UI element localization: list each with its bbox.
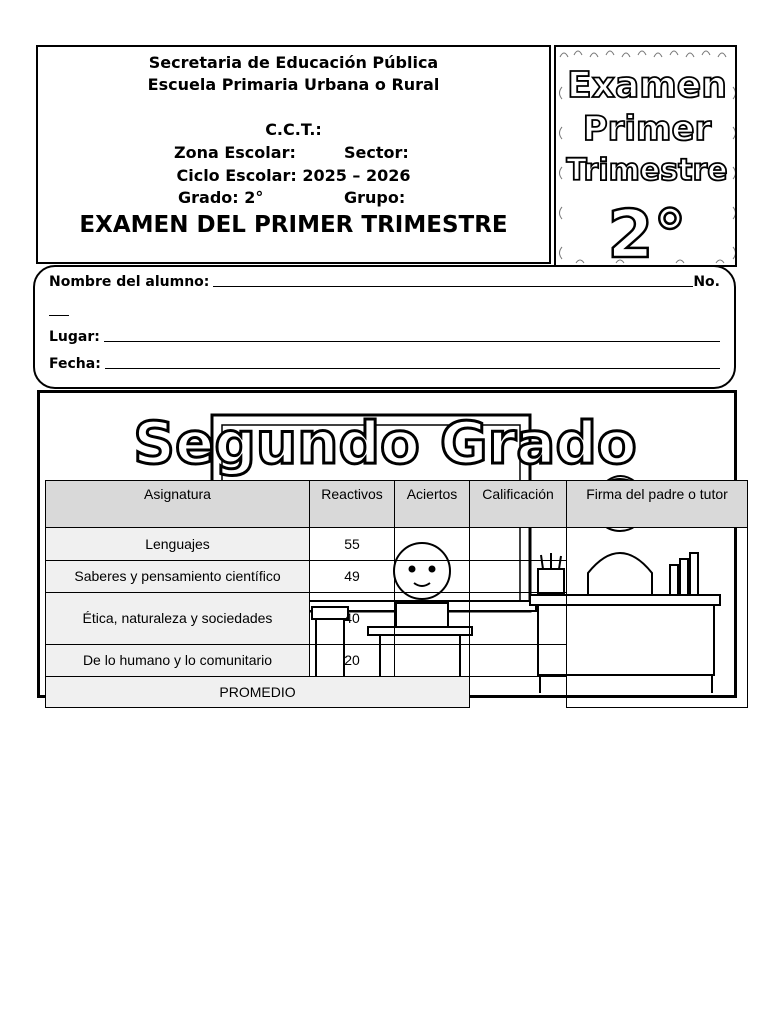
school-name: Escuela Primaria Urbana o Rural (147, 75, 440, 94)
banner-title: Segundo Grado (133, 409, 637, 477)
group-label: Grupo: (344, 188, 406, 207)
grade-label: Grado: 2° (178, 188, 264, 207)
row-grade-etica[interactable] (469, 592, 567, 645)
col-header-grade: Calificación (469, 480, 567, 528)
col-header-correct: Aciertos (394, 480, 470, 528)
ministry-name: Secretaria de Educación Pública (148, 53, 439, 72)
cover-word-primer: Primer (582, 109, 712, 149)
cover-word-trimestre: Trimestre (566, 153, 728, 188)
cover-grade-number: 2° (607, 196, 687, 269)
row-subject-saberes: Saberes y pensamiento científico (45, 560, 310, 593)
place-row (49, 329, 720, 345)
row-correct-etica[interactable] (394, 592, 470, 645)
row-correct-saberes[interactable] (394, 560, 470, 593)
cct-label: C.C.T.: (265, 120, 322, 139)
row-grade-humano[interactable] (469, 644, 567, 677)
row-grade-lenguajes[interactable] (469, 527, 567, 561)
place-label: Lugar: (49, 329, 100, 345)
student-info-box (33, 265, 736, 389)
student-name-label: Nombre del alumno: (49, 274, 210, 290)
student-number-label: No. (693, 274, 720, 290)
row-grade-saberes[interactable] (469, 560, 567, 593)
cover-word-examen: Examen (567, 65, 727, 106)
exam-cover-image (554, 45, 737, 267)
row-subject-lenguajes: Lenguajes (45, 527, 310, 561)
row-items-etica: 40 (309, 592, 395, 645)
date-label: Fecha: (49, 356, 101, 372)
parent-signature-field[interactable] (566, 527, 748, 708)
row-items-lenguajes: 55 (309, 527, 395, 561)
row-items-saberes: 49 (309, 560, 395, 593)
average-label: PROMEDIO (45, 676, 470, 708)
date-row (49, 356, 720, 372)
school-header (36, 45, 551, 264)
row-correct-lenguajes[interactable] (394, 527, 470, 561)
col-header-subject: Asignatura (45, 480, 310, 528)
zona-label: Zona Escolar: (174, 143, 296, 162)
school-year: Ciclo Escolar: 2025 – 2026 (176, 166, 411, 185)
average-grade-field[interactable] (469, 676, 567, 708)
sector-label: Sector: (344, 143, 409, 162)
col-header-items: Reactivos (309, 480, 395, 528)
student-name-field[interactable] (213, 285, 693, 287)
student-name-row (49, 274, 720, 290)
row-subject-etica: Ética, naturaleza y sociedades (45, 592, 310, 645)
row-subject-humano: De lo humano y lo comunitario (45, 644, 310, 677)
exam-title: EXAMEN DEL PRIMER TRIMESTRE (79, 212, 508, 238)
row-correct-humano[interactable] (394, 644, 470, 677)
place-field[interactable] (104, 340, 720, 342)
student-number-field[interactable] (49, 315, 69, 316)
col-header-signature: Firma del padre o tutor (566, 480, 748, 528)
row-items-humano: 20 (309, 644, 395, 677)
grades-table (45, 480, 748, 708)
date-field[interactable] (105, 367, 720, 369)
